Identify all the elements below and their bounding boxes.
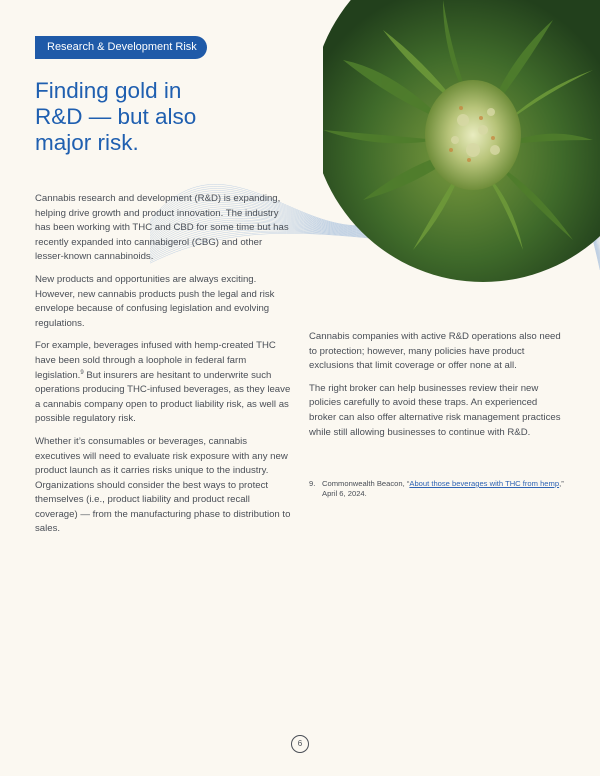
- title-line: R&D — but also: [35, 104, 197, 129]
- left-column: [35, 192, 293, 545]
- paragraph: New products and opportunities are always exciting. However, new cannabis products push the legal and risk envelope because of confusing legislation and evolving regulations.: [35, 273, 275, 329]
- footnote-date: ,” April 6, 2024.: [322, 479, 564, 498]
- paragraph: The right broker can help businesses review their new policies carefully to avoid these traps. An experienced broker can also offer alternative risk management practices while still allowing businesses to continue with R&D.: [309, 382, 561, 438]
- page-number: 6: [291, 735, 309, 753]
- paragraph-text: For example, beverages infused with hemp-created THC have been sold through a loophole in federal farm legislation.: [35, 340, 276, 381]
- page-title: [35, 78, 265, 156]
- title-line: Finding gold in: [35, 78, 182, 103]
- paragraph: Cannabis companies with active R&D operations also need to protection; however, many policies have product exclusions that limit coverage or offer none at all.: [309, 331, 561, 372]
- footnote-link[interactable]: About those beverages with THC from hemp: [409, 479, 560, 488]
- paragraph: Whether it’s consumables or beverages, cannabis executives will need to evaluate risk exposure with any new product launch as it carries risks unique to the industry. Organizations should consider the best ways to protect themselves (i.e., product liability and product recall coverage) — from the manufacturing phase to distribution to sales.: [35, 435, 291, 535]
- footnote-source: Commonwealth Beacon, “: [322, 479, 410, 488]
- paragraph: Cannabis research and development (R&D) is expanding, helping drive growth and product innovation. The industry has been working with THC and CBD for some time but has recently expanded into cannabigerol (CBG) and other lesser-known cannabinoids.: [35, 193, 289, 263]
- footnote-reference[interactable]: 9: [80, 369, 84, 376]
- cannabis-plant-photo: [323, 0, 600, 285]
- footnote-text: [322, 479, 567, 499]
- paragraph: [35, 339, 293, 427]
- right-column: [309, 330, 567, 448]
- title-line: major risk.: [35, 130, 139, 155]
- paragraph-text: But insurers are hesitant to underwrite such operations producing THC-infused beverages, as they leave a cannabis company open to product liability risk, as well as possible regulatory risk.: [35, 369, 291, 425]
- section-tag: Research & Development Risk: [35, 36, 207, 59]
- footnote-number: 9.: [309, 479, 316, 488]
- footnote: [309, 479, 567, 499]
